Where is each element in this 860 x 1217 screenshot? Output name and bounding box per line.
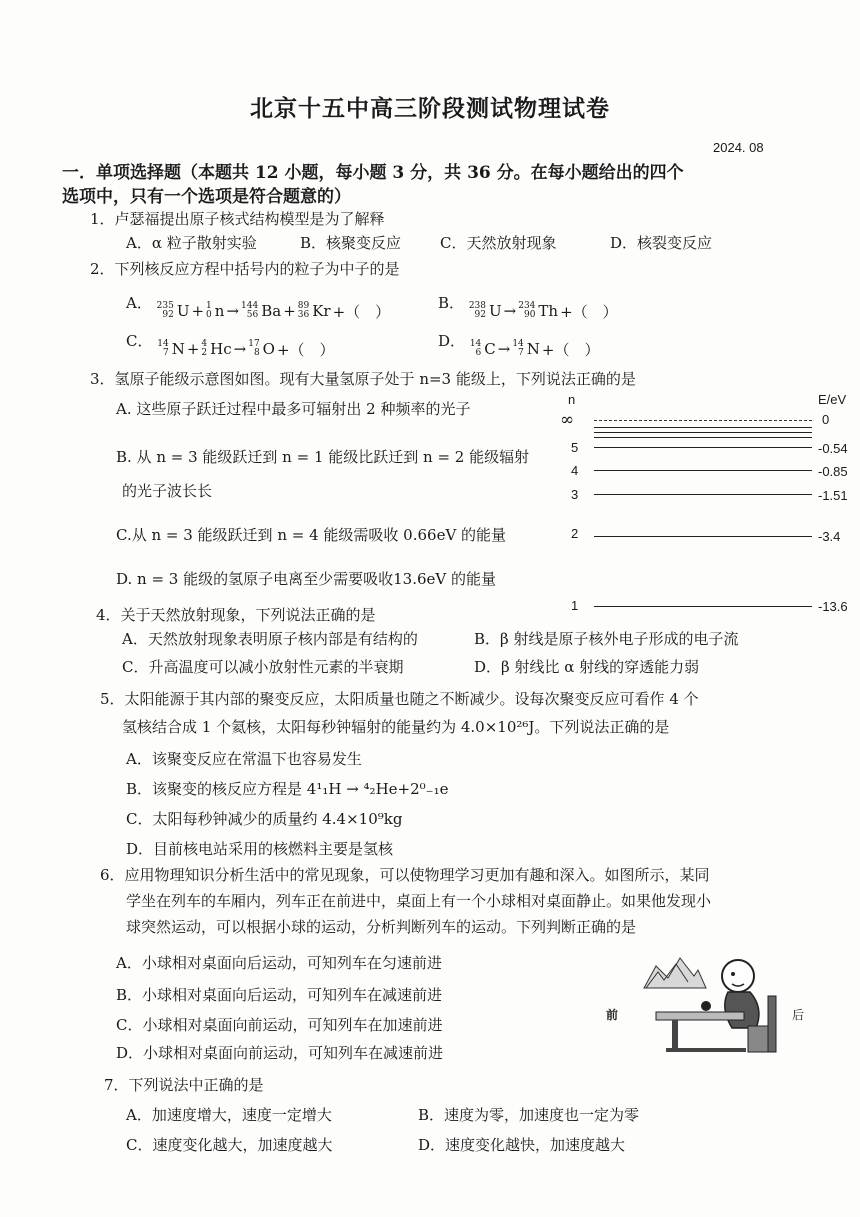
level-e-1: -13.6 — [818, 599, 848, 614]
diagram-n-axis-label: n — [568, 392, 576, 407]
q2-c-label: C． — [126, 332, 153, 350]
q2-c-equation: 14 7 N + 4 2 Hc → 17 8 O +（ ） — [157, 339, 335, 359]
q3-option-b-line1: B. 从 n = 3 能级跃迁到 n = 1 能级比跃迁到 n = 2 能级辐射 — [116, 448, 530, 466]
q3-option-c: C.从 n = 3 能级跃迁到 n = 4 能级需吸收 0.66eV 的能量 — [116, 526, 507, 544]
level-line-1 — [594, 606, 812, 607]
level-line-5 — [594, 447, 812, 448]
level-line-4 — [594, 470, 812, 471]
q2-a-label: A． — [126, 294, 152, 312]
q1-option-b: B．核聚变反应 — [300, 234, 402, 252]
q1-option-d: D．核裂变反应 — [610, 234, 713, 252]
q3-option-a: A. 这些原子跃迁过程中最多可辐射出 2 种频率的光子 — [116, 400, 471, 418]
train-illustration — [636, 948, 786, 1058]
q1-option-c: C．天然放射现象 — [440, 234, 557, 252]
level-n-infinity: ∞ — [560, 410, 575, 430]
q5-option-a: A．该聚变反应在常温下也容易发生 — [126, 750, 362, 768]
level-n-2: 2 — [571, 526, 579, 541]
q5-option-c: C．太阳每秒钟减少的质量约 4.4×10⁹kg — [126, 810, 403, 828]
q4-option-b: B．β 射线是原子核外电子形成的电子流 — [474, 630, 739, 648]
q6-option-c: C．小球相对桌面向前运动，可知列车在加速前进 — [116, 1016, 443, 1034]
q7-option-b: B．速度为零，加速度也一定为零 — [418, 1106, 640, 1124]
q5-option-b: B．该聚变的核反应方程是 4¹₁H → ⁴₂He+2⁰₋₁e — [126, 780, 449, 798]
q2-option-c — [126, 330, 335, 360]
q4-option-c: C．升高温度可以减小放射性元素的半衰期 — [122, 658, 404, 676]
q5-stem-line2: 氢核结合成 1 个氦核，太阳每秒钟辐射的能量约为 4.0×10²⁶J。下列说法正确的是 — [122, 718, 670, 736]
q1-option-a: A．α 粒子散射实验 — [126, 234, 257, 252]
q5-stem-line1: 5．太阳能源于其内部的聚变反应，太阳质量也随之不断减少。设每次聚变反应可看作 4 个 — [100, 690, 699, 708]
figure-label-front: 前 — [606, 1008, 619, 1022]
exam-date: 2024. 08 — [713, 140, 764, 155]
level-e-infinity: 0 — [822, 412, 830, 427]
level-e-2: -3.4 — [818, 529, 841, 544]
diagram-energy-axis-label: E/eV — [818, 392, 847, 407]
q7-stem: 7．下列说法中正确的是 — [104, 1076, 264, 1094]
q7-option-d: D．速度变化越快，加速度越大 — [418, 1136, 626, 1154]
q2-b-equation: 238 92 U → 234 90 Th +（ ） — [468, 301, 618, 321]
q6-option-b: B．小球相对桌面向后运动，可知列车在减速前进 — [116, 986, 443, 1004]
q3-option-b-line2: 的光子波长长 — [122, 482, 213, 500]
q6-option-a: A．小球相对桌面向后运动，可知列车在匀速前进 — [116, 954, 442, 972]
level-line-high-3 — [594, 437, 812, 438]
q2-b-label: B． — [438, 294, 465, 312]
level-e-4: -0.85 — [818, 464, 848, 479]
q2-d-equation: 14 6 C → 14 7 N +（ ） — [469, 339, 600, 359]
page-title: 北京十五中高三阶段测试物理试卷 — [250, 95, 610, 122]
q2-d-label: D． — [438, 332, 466, 350]
q2-a-equation: 235 92 U + 1 0 n → 144 56 Ba + 89 36 Kr +（ ） — [156, 301, 391, 321]
q2-option-a — [126, 292, 390, 322]
level-e-5: -0.54 — [818, 441, 848, 456]
level-n-5: 5 — [571, 440, 579, 455]
q7-option-a: A．加速度增大，速度一定增大 — [126, 1106, 332, 1124]
q6-stem-line2: 学坐在列车的车厢内，列车正在前进中，桌面上有一个小球相对桌面静止。如果他发现小 — [126, 892, 712, 910]
q3-option-d: D. n = 3 能级的氢原子电离至少需要吸收13.6eV 的能量 — [116, 570, 496, 588]
q4-option-a: A．天然放射现象表明原子核内部是有结构的 — [122, 630, 418, 648]
q6-stem-line1: 6．应用物理知识分析生活中的常见现象，可以使物理学习更加有趣和深入。如图所示，某同 — [100, 866, 710, 884]
level-e-3: -1.51 — [818, 488, 848, 503]
q6-stem-line3: 球突然运动，可以根据小球的运动，分析判断列车的运动。下列判断正确的是 — [126, 918, 637, 936]
q6-option-d: D．小球相对桌面向前运动，可知列车在减速前进 — [116, 1044, 444, 1062]
q5-option-d: D．目前核电站采用的核燃料主要是氢核 — [126, 840, 394, 858]
q1-stem: 1．卢瑟福提出原子核式结构模型是为了解释 — [90, 210, 385, 228]
level-n-3: 3 — [571, 487, 579, 502]
level-line-infinity — [594, 420, 812, 421]
figure-label-back: 后 — [792, 1008, 805, 1022]
level-line-3 — [594, 494, 812, 495]
q2-stem: 2．下列核反应方程中括号内的粒子为中子的是 — [90, 260, 400, 278]
level-n-4: 4 — [571, 463, 579, 478]
q7-option-c: C．速度变化越大，加速度越大 — [126, 1136, 333, 1154]
q3-stem: 3．氢原子能级示意图如图。现有大量氢原子处于 n=3 能级上，下列说法正确的是 — [90, 370, 636, 388]
section-heading-line2: 选项中，只有一个选项是符合题意的） — [62, 187, 351, 207]
level-line-high-2 — [594, 432, 812, 433]
level-line-high-1 — [594, 427, 812, 428]
q2-option-b — [438, 292, 618, 322]
level-n-1: 1 — [571, 598, 579, 613]
level-line-2 — [594, 536, 812, 537]
q4-option-d: D．β 射线比 α 射线的穿透能力弱 — [474, 658, 700, 676]
q2-option-d — [438, 330, 599, 360]
q4-stem: 4．关于天然放射现象，下列说法正确的是 — [96, 606, 376, 624]
section-heading-line1: 一．单项选择题（本题共 12 小题，每小题 3 分，共 36 分。在每小题给出的四个 — [62, 163, 684, 183]
